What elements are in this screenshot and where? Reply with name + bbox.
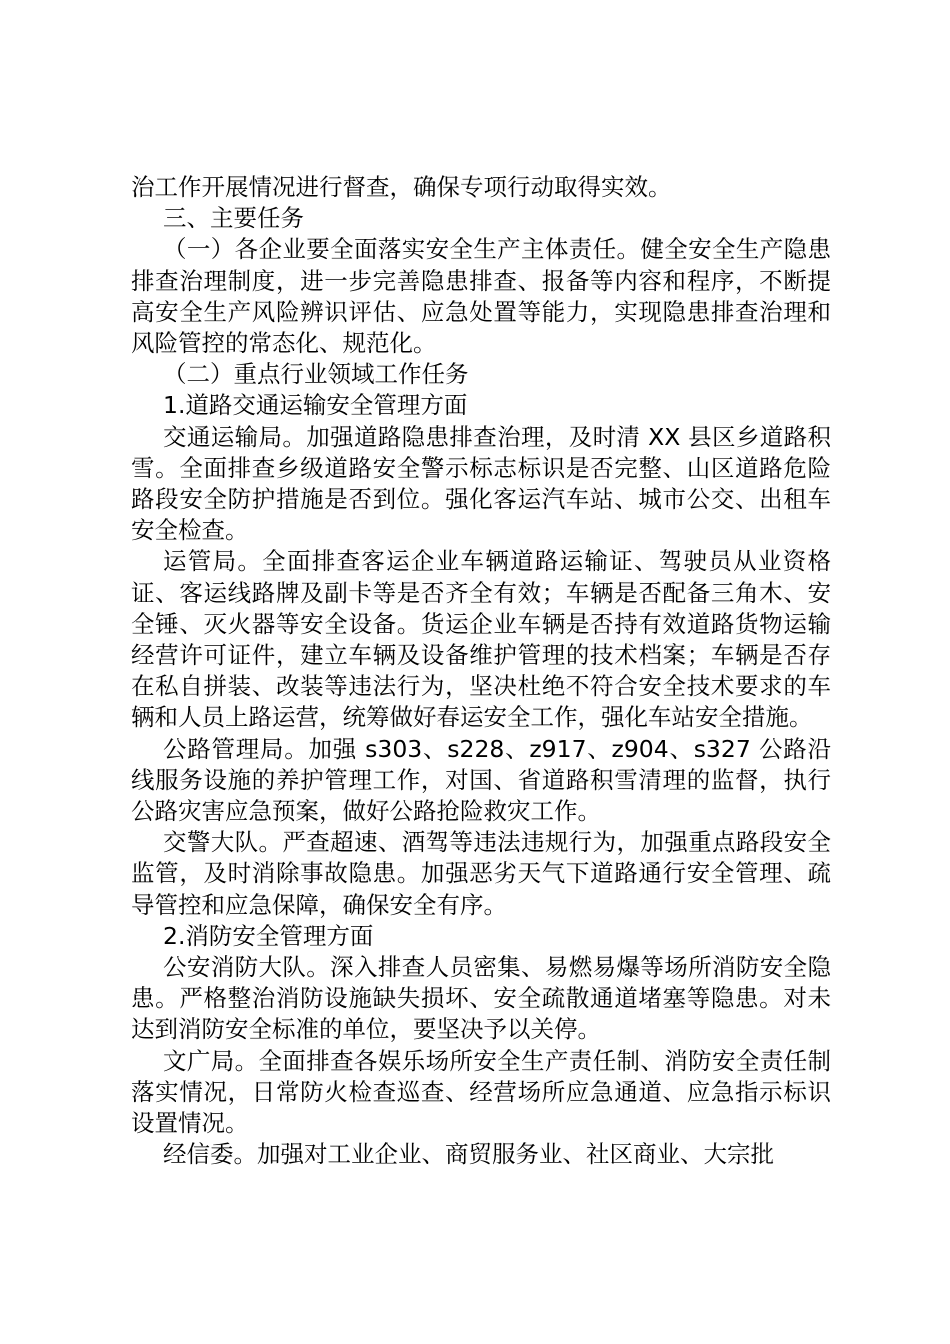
paragraph-traffic-police: 交警大队。严查超速、酒驾等违法违规行为，加强重点路段安全监管，及时消除事故隐患。加强恶劣天气下道路通行安全管理、疏导管控和应急保障，确保安全有序。 [131, 828, 831, 919]
paragraph-fire-brigade: 公安消防大队。深入排查人员密集、易燃易爆等场所消防安全隐患。严格整治消防设施缺失损坏、安全疏散通道堵塞等隐患。对未达到消防安全标准的单位，要坚决予以关停。 [131, 953, 831, 1044]
paragraph-highway-bureau: 公路管理局。加强 s303、s228、z917、z904、s327 公路沿线服务设施的养护管理工作，对国、省道路积雪清理的监督，执行公路灾害应急预案，做好公路抢险救灾工作。 [131, 734, 831, 826]
paragraph-transport-management: 运管局。全面排查客运企业车辆道路运输证、驾驶员从业资格证、客运线路牌及副卡等是否齐全有效；车辆是否配备三角木、安全锤、灭火器等安全设备。货运企业车辆是否持有效道路货物运输经营许可证件，建立车辆及设备维护管理的技术档案；车辆是否存在私自拼装、改装等违法行为，坚决杜绝不符合安全技术要求的车辆和人员上路运营，统筹做好春运安全工作，强化车站安全措施。 [131, 547, 831, 732]
paragraph-culture-bureau: 文广局。全面排查各娱乐场所安全生产责任制、消防安全责任制落实情况，日常防火检查巡查、经营场所应急通道、应急指示标识设置情况。 [131, 1046, 831, 1138]
subheading-key-industries: （二）重点行业领域工作任务 [163, 360, 469, 389]
paragraph-continuation: 治工作开展情况进行督查，确保专项行动取得实效。 [131, 173, 672, 201]
section-heading-main-tasks: 三、主要任务 [163, 204, 304, 233]
subheading-road-traffic: 1.道路交通运输安全管理方面 [163, 391, 468, 420]
paragraph-economic-commission: 经信委。加强对工业企业、商贸服务业、社区商业、大宗批 [163, 1140, 774, 1169]
document-body [131, 172, 831, 1171]
paragraph-transport-bureau: 交通运输局。加强道路隐患排查治理，及时清 XX 县区乡道路积雪。全面排查乡级道路安全警示标志标识是否完整、山区道路危险路段安全防护措施是否到位。强化客运汽车站、城市公交、出租车安全检查。 [131, 422, 831, 545]
subheading-fire-safety: 2.消防安全管理方面 [163, 921, 374, 950]
paragraph-enterprise-responsibility: （一）各企业要全面落实安全生产主体责任。健全安全生产隐患排查治理制度，进一步完善隐患排查、报备等内容和程序，不断提高安全生产风险辨识评估、应急处置等能力，实现隐患排查治理和风险管控的常态化、规范化。 [131, 235, 831, 358]
